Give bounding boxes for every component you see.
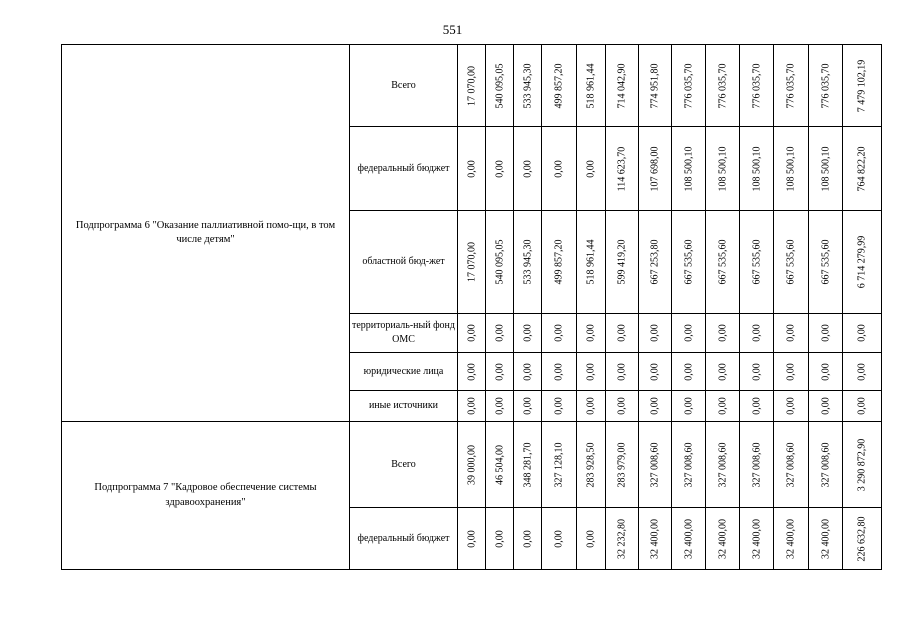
value-cell [542,391,577,422]
value-text: 0,00 [820,324,831,342]
value-cell [843,211,882,314]
value-text: 0,00 [856,362,868,381]
value-cell [639,127,672,211]
value-cell [774,391,809,422]
value-cell [486,353,514,391]
value-cell [740,391,774,422]
value-cell [542,314,577,353]
value-cell [486,391,514,422]
value-text: 599 419,20 [616,239,628,285]
value-cell [577,353,606,391]
value-cell [706,314,740,353]
value-text: 327 008,60 [751,442,762,487]
value-text: 714 042,90 [616,63,628,108]
value-cell [672,508,706,570]
value-cell [458,314,486,353]
value-cell [606,422,639,508]
value-text: 0,00 [466,529,477,548]
value-text: 348 281,70 [522,442,533,487]
value-cell [706,45,740,127]
value-text: 0,00 [553,159,565,178]
value-text: 540 095,05 [494,63,505,108]
value-text: 0,00 [494,159,505,178]
value-text: 0,00 [494,324,505,342]
value-cell [486,422,514,508]
value-text: 0,00 [522,324,533,342]
value-cell [774,508,809,570]
value-cell [843,422,882,508]
funding-source: федеральный бюджет [350,508,458,570]
value-cell [514,422,542,508]
value-text: 3 290 872,90 [856,438,868,491]
value-text: 0,00 [494,362,505,381]
value-cell [486,314,514,353]
value-cell [740,314,774,353]
value-cell [458,45,486,127]
value-cell [542,211,577,314]
value-text: 108 500,10 [785,146,797,191]
value-cell [809,353,843,391]
value-text: 0,00 [585,324,597,342]
value-text: 0,00 [649,324,661,342]
value-cell [706,127,740,211]
value-cell [577,314,606,353]
value-text: 499 857,20 [553,239,565,285]
value-text: 667 253,80 [649,239,661,285]
value-text: 108 500,10 [717,146,728,191]
value-text: 518 961,44 [585,63,597,108]
value-text: 32 400,00 [717,518,728,559]
value-text: 283 979,00 [616,442,628,487]
budget-table [61,44,882,570]
value-text: 776 035,70 [717,63,728,108]
value-text: 776 035,70 [751,63,762,108]
value-text: 0,00 [466,324,477,342]
value-text: 0,00 [585,397,597,415]
value-cell [809,391,843,422]
value-cell [706,353,740,391]
value-cell [486,127,514,211]
value-text: 0,00 [751,397,762,415]
value-text: 32 400,00 [683,518,694,559]
value-text: 0,00 [553,529,565,548]
value-text: 0,00 [585,159,597,178]
value-text: 0,00 [585,362,597,381]
value-cell [606,508,639,570]
value-text: 0,00 [820,362,831,381]
value-text: 0,00 [856,324,868,342]
funding-source: Всего [350,422,458,508]
value-cell [843,391,882,422]
value-text: 776 035,70 [683,63,694,108]
subprogram-title: Подпрограмма 7 "Кадровое обеспечение системы здравоохранения" [62,422,350,570]
value-text: 108 500,10 [751,146,762,191]
value-text: 327 008,60 [717,442,728,487]
value-text: 327 128,10 [553,442,565,487]
value-cell [542,508,577,570]
value-text: 32 400,00 [649,518,661,559]
value-text: 533 945,30 [522,63,533,108]
value-text: 0,00 [494,529,505,548]
value-cell [514,314,542,353]
value-cell [606,45,639,127]
value-cell [740,127,774,211]
value-cell [672,314,706,353]
value-text: 39 000,00 [466,444,477,485]
value-cell [672,391,706,422]
value-text: 6 714 279,99 [856,235,868,289]
value-cell [514,45,542,127]
value-text: 0,00 [683,397,694,415]
funding-source: областной бюд-жет [350,211,458,314]
value-cell [606,127,639,211]
value-text: 327 008,60 [683,442,694,487]
value-cell [639,45,672,127]
value-text: 0,00 [751,362,762,381]
value-cell [606,391,639,422]
value-cell [774,353,809,391]
value-text: 667 535,60 [820,239,831,285]
value-text: 0,00 [522,529,533,548]
value-cell [542,353,577,391]
value-cell [542,45,577,127]
value-text: 108 500,10 [820,146,831,191]
value-text: 540 095,05 [494,239,505,285]
value-text: 0,00 [553,397,565,415]
value-text: 0,00 [717,362,728,381]
value-cell [843,508,882,570]
value-text: 499 857,20 [553,63,565,108]
value-cell [514,508,542,570]
value-cell [639,211,672,314]
value-cell [672,422,706,508]
value-cell [458,391,486,422]
value-text: 7 479 102,19 [856,59,868,112]
value-cell [606,353,639,391]
value-text: 0,00 [616,324,628,342]
value-cell [458,127,486,211]
value-text: 107 698,00 [649,146,661,191]
value-text: 667 535,60 [785,239,797,285]
value-cell [486,45,514,127]
value-cell [774,45,809,127]
value-cell [514,127,542,211]
value-cell [809,45,843,127]
value-cell [458,508,486,570]
value-text: 32 232,80 [616,518,628,559]
table-row [62,45,882,127]
value-cell [740,422,774,508]
value-cell [458,211,486,314]
value-cell [514,391,542,422]
value-cell [577,422,606,508]
value-text: 667 535,60 [751,239,762,285]
value-text: 764 822,20 [856,146,868,191]
value-text: 0,00 [649,397,661,415]
value-text: 0,00 [683,362,694,381]
value-cell [706,508,740,570]
value-text: 0,00 [683,324,694,342]
value-cell [809,314,843,353]
value-cell [774,314,809,353]
value-text: 17 070,00 [466,65,477,106]
value-cell [740,45,774,127]
value-text: 46 504,00 [494,444,505,485]
value-cell [458,353,486,391]
value-cell [606,211,639,314]
value-cell [843,314,882,353]
value-cell [706,391,740,422]
value-cell [809,508,843,570]
value-cell [809,422,843,508]
value-text: 327 008,60 [785,442,797,487]
funding-source: Всего [350,45,458,127]
subprogram-title: Подпрограмма 6 "Оказание паллиативной помо-щи, в том числе детям" [62,45,350,422]
value-text: 0,00 [717,324,728,342]
value-text: 32 400,00 [785,518,797,559]
value-cell [639,391,672,422]
value-cell [672,353,706,391]
value-text: 776 035,70 [785,63,797,108]
value-text: 0,00 [785,397,797,415]
funding-source: юридические лица [350,353,458,391]
value-cell [706,422,740,508]
value-cell [740,353,774,391]
value-text: 0,00 [616,362,628,381]
value-cell [774,422,809,508]
value-cell [486,508,514,570]
value-cell [514,211,542,314]
value-text: 327 008,60 [649,442,661,487]
value-cell [706,211,740,314]
value-text: 17 070,00 [466,242,477,282]
value-text: 0,00 [466,397,477,415]
value-cell [809,211,843,314]
value-text: 0,00 [585,529,597,548]
value-cell [774,211,809,314]
value-cell [577,211,606,314]
value-cell [639,353,672,391]
value-text: 0,00 [553,324,565,342]
value-text: 0,00 [616,397,628,415]
value-cell [843,127,882,211]
value-cell [486,211,514,314]
value-cell [843,353,882,391]
value-text: 0,00 [522,159,533,178]
value-cell [639,314,672,353]
value-text: 774 951,80 [649,63,661,108]
value-cell [672,211,706,314]
value-text: 0,00 [522,362,533,381]
value-text: 533 945,30 [522,239,533,285]
value-text: 108 500,10 [683,146,694,191]
value-cell [542,127,577,211]
value-text: 0,00 [466,362,477,381]
value-text: 226 632,80 [856,516,868,561]
value-text: 0,00 [820,397,831,415]
value-cell [577,45,606,127]
value-cell [639,422,672,508]
value-text: 283 928,50 [585,442,597,487]
value-text: 0,00 [494,397,505,415]
value-cell [458,422,486,508]
value-cell [577,508,606,570]
value-text: 0,00 [466,159,477,178]
value-text: 0,00 [856,397,868,415]
value-text: 32 400,00 [820,518,831,559]
value-text: 667 535,60 [683,239,694,285]
value-cell [672,45,706,127]
value-cell [774,127,809,211]
value-text: 0,00 [717,397,728,415]
value-cell [740,508,774,570]
value-text: 0,00 [553,362,565,381]
value-cell [843,45,882,127]
table-row [62,422,882,508]
funding-source: иные источники [350,391,458,422]
value-text: 776 035,70 [820,63,831,108]
value-text: 32 400,00 [751,518,762,559]
value-cell [514,353,542,391]
value-cell [809,127,843,211]
funding-source: территориаль-ный фонд ОМС [350,314,458,353]
value-cell [672,127,706,211]
value-text: 0,00 [522,397,533,415]
value-cell [740,211,774,314]
value-cell [577,127,606,211]
value-text: 0,00 [785,324,797,342]
value-cell [542,422,577,508]
value-text: 327 008,60 [820,442,831,487]
value-cell [639,508,672,570]
value-text: 114 623,70 [616,146,628,191]
page-number: 551 [442,22,463,37]
value-text: 0,00 [751,324,762,342]
value-text: 0,00 [785,362,797,381]
value-cell [606,314,639,353]
value-text: 518 961,44 [585,239,597,285]
value-text: 0,00 [649,362,661,381]
value-cell [577,391,606,422]
funding-source: федеральный бюджет [350,127,458,211]
value-text: 667 535,60 [717,239,728,285]
